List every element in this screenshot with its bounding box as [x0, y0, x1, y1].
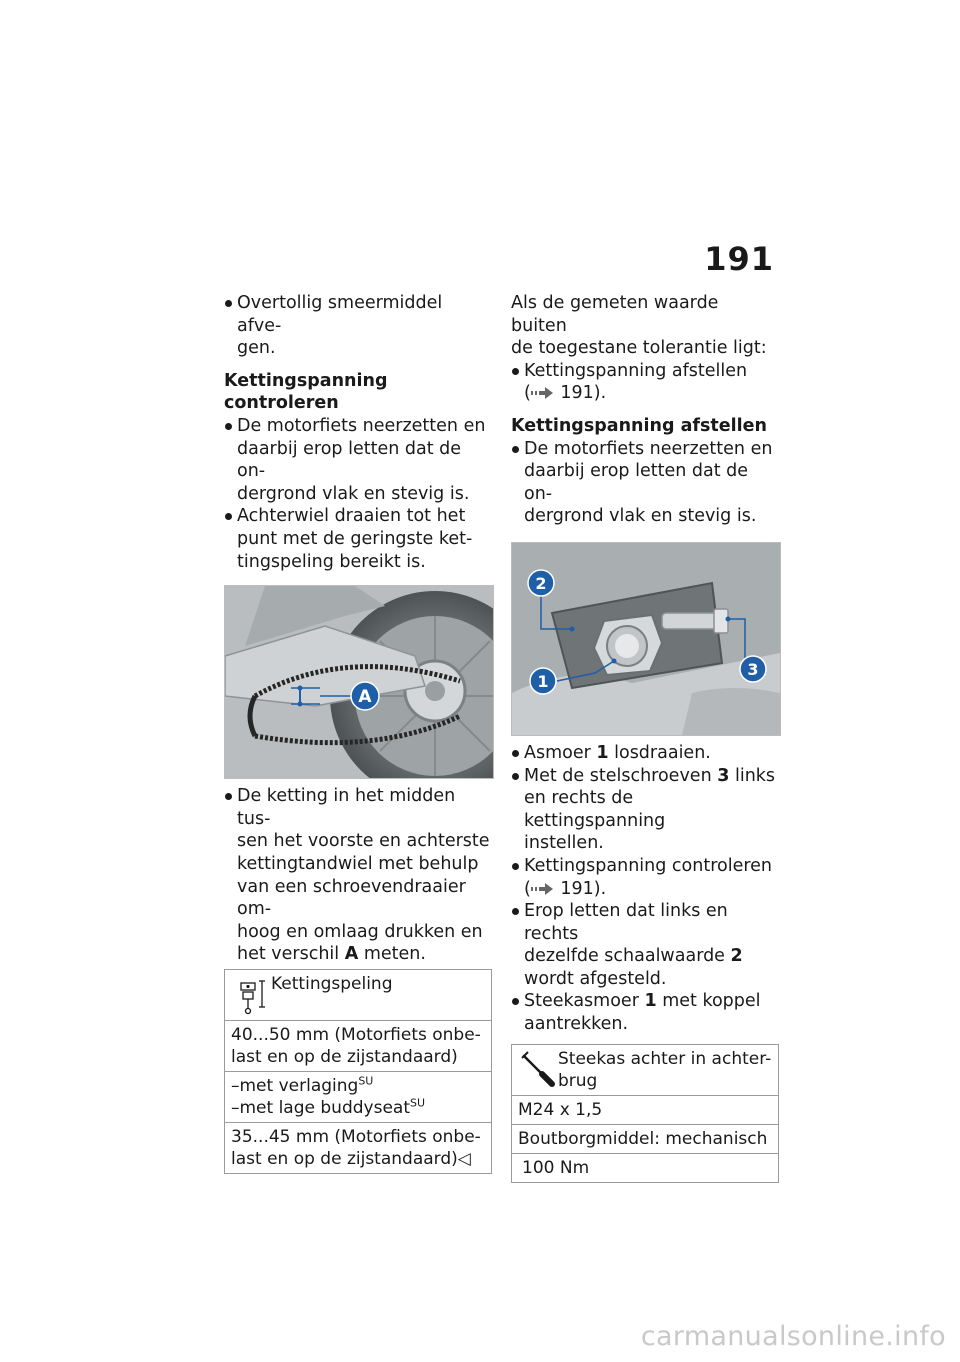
spec-table-row: 35...45 mm (Motorfiets onbe- last en op de zijstandaard)◁ — [225, 1122, 492, 1173]
section-heading: Kettingspanning controleren — [224, 370, 388, 414]
chain-gauge-icon — [231, 973, 271, 1017]
paragraph: Als de gemeten waarde buiten de toegestane tolerantie ligt: — [511, 293, 767, 359]
list-item: Steekasmoer 1 met koppel aantrekken. — [511, 990, 779, 1035]
list-item: De motorfiets neerzetten en daarbij erop letten dat de on- dergrond vlak en stevig is. — [224, 415, 492, 505]
spec-table-title: Kettingspeling — [271, 973, 393, 994]
spec-table-row: 40...50 mm (Motorfiets onbe- last en op de zijstandaard) — [225, 1020, 492, 1071]
page-reference-link[interactable]: 191). — [554, 383, 607, 404]
chain-slack-illustration — [225, 586, 493, 778]
torque-wrench-icon — [518, 1048, 558, 1092]
axle-adjust-figure — [511, 542, 781, 736]
section-heading: Kettingspanning afstellen — [511, 415, 767, 436]
list-item: Overtollig smeermiddel afve- gen. — [224, 292, 492, 360]
list-item: Met de stelschroeven 3 links en rechts de kettingspanning instellen. — [511, 765, 779, 855]
list-item: Kettingspanning controleren ( 191). — [511, 855, 779, 900]
spec-table-row: Boutborgmiddel: mechanisch — [512, 1124, 779, 1153]
callout-3-label: 3 — [747, 659, 759, 679]
chain-slack-figure — [224, 585, 494, 779]
spec-table-header — [225, 969, 492, 1020]
end-mark: ◁ — [457, 1148, 471, 1169]
left-column — [224, 292, 492, 1174]
page-reference-arrow-icon — [531, 883, 555, 895]
list-item: Achterwiel draaien tot het punt met de geringste ket- tingspeling bereikt is. — [224, 505, 492, 573]
callout-2-label: 2 — [535, 573, 547, 593]
chain-slack-spec-table — [224, 969, 492, 1174]
list-item: De motorfiets neerzetten en daarbij erop letten dat de on- dergrond vlak en stevig is. — [511, 438, 779, 528]
spec-table-row: –met verlaging$^{SU}$ –met lage buddyseat$^{SU}$ — [225, 1071, 492, 1122]
watermark: carmanualsonline.info — [640, 1321, 946, 1352]
list-item: Erop letten dat links en rechts dezelfde schaalwaarde 2 wordt afgesteld. — [511, 900, 779, 990]
right-column — [511, 292, 779, 1183]
page-reference-link[interactable]: 191). — [554, 878, 607, 899]
list-item: De ketting in het midden tus- sen het voorste en achterste kettingtandwiel met behulp van een schroevendraaier om- hoog en omlaag drukken en het verschil A meten. — [224, 785, 492, 966]
spec-table-row: M24 x 1,5 — [512, 1095, 779, 1124]
page-number: 191 — [704, 240, 774, 278]
spec-table-title: Steekas achter in achter- brug — [558, 1048, 772, 1091]
callout-a-label: A — [358, 687, 372, 708]
axle-adjust-illustration — [512, 543, 780, 735]
callout-1-label: 1 — [537, 671, 549, 691]
list-item: Asmoer 1 losdraaien. — [511, 742, 779, 765]
list-item: Kettingspanning afstellen ( 191). — [511, 360, 779, 405]
axle-torque-spec-table — [511, 1044, 779, 1183]
spec-table-header — [512, 1044, 779, 1095]
spec-table-row: 100 Nm — [512, 1153, 779, 1182]
page-reference-arrow-icon — [531, 387, 555, 399]
